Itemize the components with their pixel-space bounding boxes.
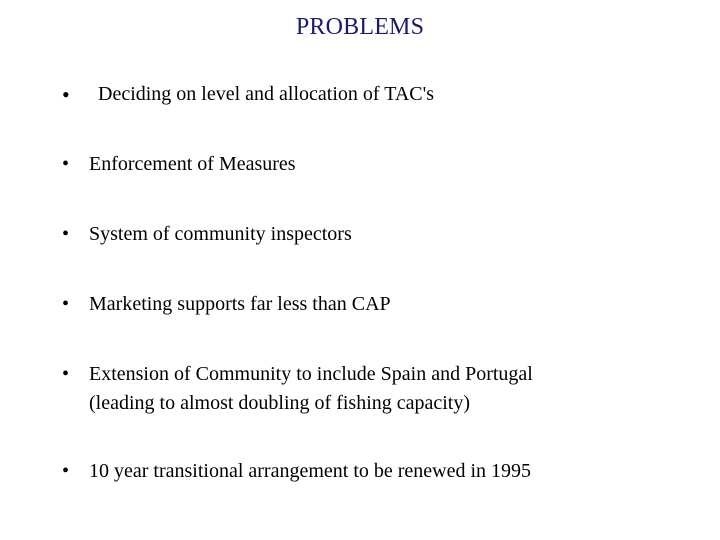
bullet-icon: • [62, 82, 70, 107]
bullet-text: System of community inspectors [89, 223, 352, 245]
bullet-item [62, 220, 352, 249]
bullet-item [62, 80, 434, 109]
bullet-item [62, 290, 391, 319]
bullet-item [62, 150, 296, 179]
bullet-text: Enforcement of Measures [89, 153, 296, 175]
bullet-text: Deciding on level and allocation of TAC's [98, 83, 434, 105]
bullet-icon: • [62, 223, 70, 245]
bullet-text: 10 year transitional arrangement to be renewed in 1995 [89, 460, 532, 482]
bullet-text-line: (leading to almost doubling of fishing capacity) [89, 392, 471, 414]
bullet-item [62, 457, 531, 486]
slide-title: PROBLEMS [295, 14, 425, 40]
bullet-item [62, 360, 533, 418]
bullet-text: Marketing supports far less than CAP [89, 293, 391, 315]
bullet-icon: • [62, 460, 70, 482]
bullet-text-line: Extension of Community to include Spain and Portugal [89, 363, 533, 385]
bullet-text [62, 360, 533, 418]
bullet-icon: • [62, 153, 70, 175]
bullet-icon: • [62, 363, 70, 385]
bullet-icon: • [62, 293, 70, 315]
